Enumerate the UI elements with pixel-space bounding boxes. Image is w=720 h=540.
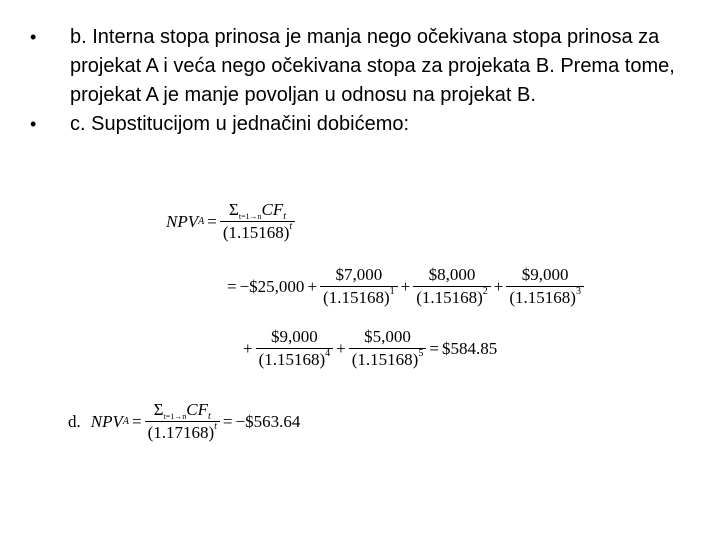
cash-flow-denominator: [506, 286, 584, 308]
rate-value: (1.15168): [323, 288, 390, 307]
cash-flow-amount: $8,000: [428, 265, 476, 284]
cash-flow-fraction-4: [256, 327, 334, 370]
cash-flow-denominator: [320, 286, 398, 308]
exponent: t: [214, 421, 217, 432]
cf-subscript: t: [283, 211, 287, 222]
plus-sign: +: [243, 338, 253, 358]
sum-denominator: [145, 421, 220, 443]
equals-sign: =: [227, 276, 237, 296]
cash-flow-denominator: [256, 348, 334, 370]
bullet-text-c: c. Supstitucijom u jednačini dobićemo:: [70, 113, 410, 135]
rate-value: (1.17168): [147, 423, 215, 442]
sum-range: t=1→n: [238, 212, 262, 221]
equals-sign: =: [207, 211, 217, 231]
equals-sign: =: [429, 338, 439, 358]
sum-range: t=1→n: [163, 412, 187, 421]
sum-symbol: Σ: [153, 400, 164, 419]
npv-result-c: $584.85: [441, 338, 498, 358]
rate-value: (1.15168): [222, 223, 290, 242]
exponent: 2: [482, 286, 488, 297]
cf-subscript: t: [208, 411, 211, 422]
rate-value: (1.15168): [258, 350, 326, 369]
sum-numerator: [151, 400, 214, 421]
cash-flow-amount: $7,000: [335, 265, 383, 284]
npv-label: NPV: [166, 211, 199, 231]
exponent: 1: [389, 286, 395, 297]
sum-numerator: [226, 200, 289, 221]
exponent: 4: [325, 348, 331, 359]
cash-flow-fraction-2: [413, 265, 491, 308]
cash-flow-fraction-3: [506, 265, 584, 308]
plus-sign: +: [307, 276, 318, 296]
rate-value: (1.15168): [509, 288, 576, 307]
npv-expansion-line-2: [240, 327, 497, 370]
bullet-list: [30, 23, 700, 139]
bullet-text-b: b. Interna stopa prinosa je manja nego očekivana stopa prinosa za projekat A i veća nego očekivana stopa za projekata B. Prema tome, projekat A je manje povoljan u odnosu na projekat B.: [70, 26, 675, 106]
npv-label: NPV: [90, 411, 123, 431]
npv-expansion-line-1: [224, 265, 584, 308]
plus-sign: +: [336, 338, 346, 358]
part-d-label: d.: [68, 411, 81, 431]
cash-flow-amount: $9,000: [271, 327, 318, 346]
cash-flow-fraction-1: [320, 265, 398, 308]
bullet-item-b: [30, 23, 700, 110]
exponent: 3: [575, 286, 581, 297]
cash-flow-denominator: [413, 286, 491, 308]
sum-fraction: [145, 400, 220, 443]
exponent: 5: [418, 348, 424, 359]
plus-sign: +: [493, 276, 504, 296]
cf-label: CF: [186, 400, 209, 419]
rate-value: (1.15168): [416, 288, 483, 307]
npv-result-d: −$563.64: [235, 411, 301, 431]
equals-sign: =: [222, 411, 233, 431]
rate-value: (1.15168): [351, 350, 419, 369]
sum-denominator: [220, 221, 295, 243]
npv-formula-c: NPV A = $\frac{\Sigma_{t=1\to n}CF_t}{(1.15168)^t}$: [166, 200, 295, 243]
initial-investment: −$25,000: [239, 276, 305, 296]
equals-sign: =: [131, 411, 142, 431]
cash-flow-amount: $9,000: [521, 265, 569, 284]
cash-flow-fraction-5: [349, 327, 427, 370]
exponent: t: [289, 221, 293, 232]
bullet-marker: •: [30, 114, 37, 134]
plus-sign: +: [400, 276, 411, 296]
bullet-marker: •: [30, 27, 37, 47]
npv-formula-d: d. NPV A = $\frac{\Sigma_{t=1\to n}CF_t}{(1.17168)^t}$ = −$563.64: [68, 400, 301, 442]
cf-label: CF: [261, 200, 284, 219]
cash-flow-denominator: [349, 348, 427, 370]
cash-flow-amount: $5,000: [364, 327, 411, 346]
bullet-item-c: [30, 110, 700, 139]
sum-fraction: [220, 200, 295, 243]
sum-symbol: Σ: [228, 200, 239, 219]
